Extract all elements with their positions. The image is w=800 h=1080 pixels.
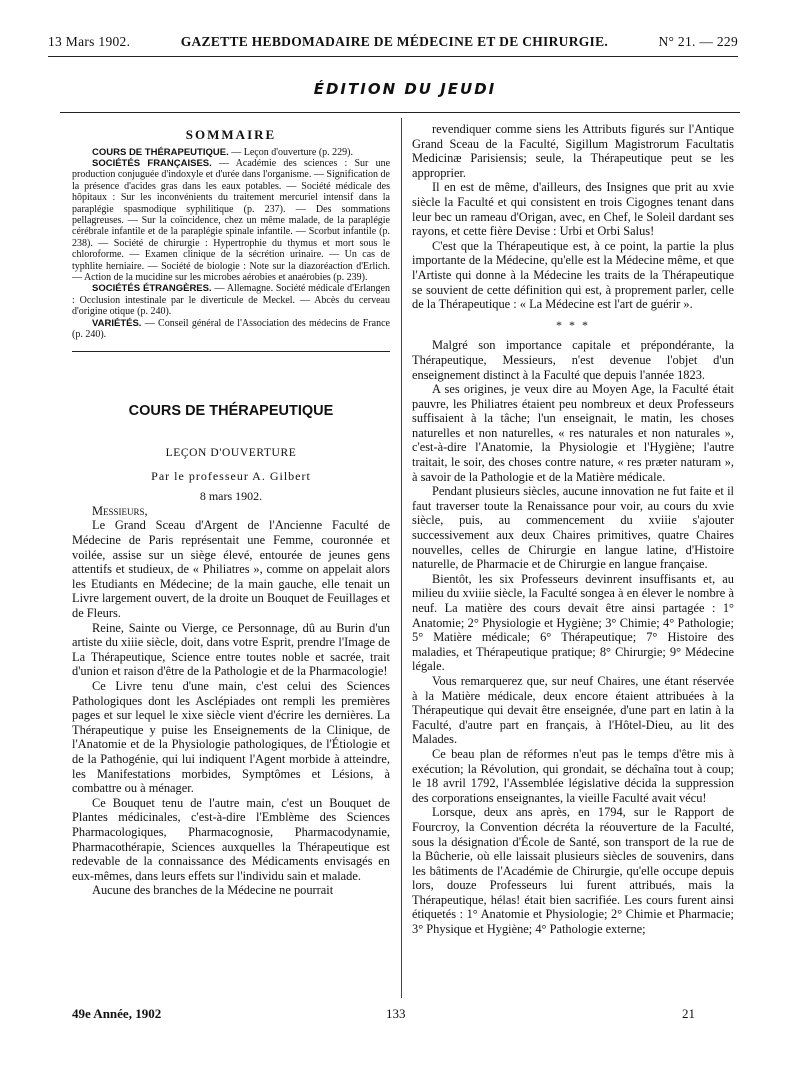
sommaire [72,128,390,341]
sommaire-entry-text: — Leçon d'ouverture (p. 229). [228,146,353,158]
sommaire-entry [72,283,390,317]
sommaire-entries [72,147,390,341]
sommaire-entry [72,158,390,283]
body-paragraph: Le Grand Sceau d'Argent de l'Ancienne Faculté de Médecine de Paris représentait une Femme, couronnée et voilée, assise sur un siège élevé, entourée de jeunes gens attentifs et studieux, de « Philiatres », comme on appelait alors les Etudiants en Médecine; de la main gauche, elle tenait un Livre largement ouvert, de la droite un Bouquet de Feuillages et de Fleurs. [72,518,390,621]
right-column [412,122,734,937]
body-paragraph: Ce Livre tenu d'une main, c'est celui des Sciences Pathologiques dont les Asclépiades ont rempli les premières pages et sur lequel le xixe siècle vient d'écrire les dernières. La Thérapeutique y puise les Enseignements de la Clinique, de l'Anatomie et de la Physiologie pathologiques, de l'Étiologie et de la Pathogénie, qui lui indiquent l'Agent morbide à atteindre, les Manifestations morbides, Symptômes et Lésions, à combattre ou à ménager. [72,679,390,796]
issue-date: 13 Mars 1902. [48,34,131,49]
body-paragraph: C'est que la Thérapeutique est, à ce point, la partie la plus importante de la Médecine, qu'elle est la Médecine même, et que l'Artiste qui donne à la Médecine les traits de la Thérapeutique se souvient de cette définition qui est, à proprement parler, celle de la Thérapeutique : « La Médecine est l'art de guérir ». [412,238,734,312]
edition-rule [60,112,740,113]
body-paragraph: Ce Bouquet tenu de l'autre main, c'est un Bouquet de Plantes médicinales, c'est-à-dire l'Emblème des Sciences Pharmacologiques, Pharmacognosie, Pharmacodynamie, Pharmacothérapie, Sciences auxquelles la Thérapeutique est redevable de la connaissance des Médicaments envisagés en eux-mêmes, dans leurs effets sur l'individu sain et malade. [72,795,390,883]
article-title: COURS DE THÉRAPEUTIQUE [128,402,334,419]
body-paragraph: Malgré son importance capitale et prépondérante, la Thérapeutique, Messieurs, n'est devenue l'objet d'un enseignement distinct à la Faculté que depuis l'année 1823. [412,338,734,382]
body-paragraph: Ce beau plan de réformes n'eut pas le temps d'être mis à exécution; la Révolution, qui grondait, se déchaîna tout à coup; le 18 avril 1792, l'Assemblée législative décida la suppression des corporations enseignantes, la vieille Faculté avait vécu! [412,746,734,805]
page-number: 133 [386,1006,406,1021]
article-date: 8 mars 1902. [199,489,263,504]
sommaire-entry [72,318,390,341]
body-paragraph: Vous remarquerez que, sur neuf Chaires, une étant réservée à la Matière médicale, deux encore étaient attribuées à la Thérapeutique qui devait être enseignée, d'une part en latin à la Faculté, d'autre part en français, à l'Hôtel-Dieu, au lit des Malades. [412,673,734,747]
article-subtitle: LEÇON D'OUVERTURE [165,447,297,460]
volume-year: 49e Année, 1902 [72,1006,162,1021]
salutation: Messieurs, [92,503,148,518]
right-body-a [412,122,734,312]
body-paragraph: revendiquer comme siens les Attributs figurés sur l'Antique Grand Sceau de la Faculté, Sigillum Magistrorum Facultatis Medicinæ Parisiensis; seule, la Thérapeutique peut se les approprier. [412,122,734,180]
column-divider [401,118,402,998]
sommaire-entry-label: COURS DE THÉRAPEUTIQUE. [92,146,229,158]
body-paragraph: Aucune des branches de la Médecine ne pourrait [92,883,334,898]
body-paragraph: Reine, Sainte ou Vierge, ce Personnage, dû au Burin d'un artiste du xiiie siècle, doit, dans votre Esprit, prendre l'Image de La Thérapeutique, Science entre toutes noble et sacrée, trait d'union et raison d'être de la Pathologie et de la Pharmacologie! [72,620,390,679]
section-separator: * * * [556,317,590,332]
sommaire-entry-label: SOCIÉTÉS ÉTRANGÈRES. [92,283,212,295]
left-column [72,128,390,898]
body-paragraph: Lorsque, deux ans après, en 1794, sur le Rapport de Fourcroy, la Convention décréta la réouverture de la Faculté, sous la désignation d'École de Santé, son transport de la rue de la Bûcherie, où elle laissait plusieurs siècles de souvenirs, dans les bâtiments de l'Académie de Chirurgie, qu'elle occupe depuis lors, douze Professeurs lui furent attribués, mais la Thérapeutique, hélas! était bien sacrifiée. Les cours furent ainsi étiquetés : 1° Anatomie et Physiologie; 2° Chimie et Pharmacie; 3° Physique et Hygiène; 4° Pathologie externe; [412,805,734,937]
sommaire-entry-label: SOCIÉTÉS FRANÇAISES. [92,158,212,169]
body-paragraph: Bientôt, les six Professeurs devinrent insuffisants et, au milieu du xviiie siècle, la Faculté songea à en élever le nombre à neuf. La matière des cours devait être ainsi partagée : 1° Anatomie; 2° Physiologie et Hygiène; 3° Chimie; 4° Pathologie; 5° Matière médicale; 6° Thérapeutique; 7° Histoire des maladies, et Thérapeutique pratique; 8° Chirurgie; 9° Médecine légale. [412,571,734,674]
issue-number-footer: 21 [682,1006,695,1021]
left-body [72,518,390,897]
body-paragraph: A ses origines, je veux dire au Moyen Age, la Faculté était pauvre, les Philiatres étaient peu nombreux et deux Professeurs suffisaient à la tâche; l'un enseignait, le matin, les choses naturelles et non naturelles, « res naturales et non naturales », c'est-à-dire l'Anatomie, la Physiologie et l'Hygiène; l'autre traitait, le soir, des choses contre nature, « res præter naturam », à savoir de la Pathologie et de la Matière médicale. [412,382,734,484]
right-body-b [412,338,734,936]
sommaire-title: SOMMAIRE [185,127,277,142]
sommaire-entry [72,147,390,158]
article-author: Par le professeur A. Gilbert [151,468,311,483]
body-paragraph: Il en est de même, d'ailleurs, des Insignes que prit au xvie siècle la Faculté et qui consistent en trois Cigognes tenant dans leur bec un rameau d'Origan, avec, en Chef, le Soleil dardant ses rayons, et cette fière Devise : Urbi et Orbi Salus! [412,180,734,239]
sommaire-rule [72,351,390,352]
journal-title: GAZETTE HEBDOMADAIRE DE MÉDECINE ET DE CHIRURGIE. [180,34,609,49]
issue-number: N° 21. — 229 [658,34,738,49]
edition-banner: ÉDITION DU JEUDI [313,80,497,98]
header-rule [48,56,738,57]
sommaire-entry-label: VARIÉTÉS. [92,317,142,329]
sommaire-entry-text: — Conseil général de l'Association des médecins de France (p. 240). [72,317,390,341]
sommaire-entry-text: — Allemagne. Société médicale d'Erlangen : Occlusion intestinale par le diverticule de Meckel. — Abcès du cerveau d'origine otique (p. 240). [72,283,390,318]
sommaire-entry-text: — Académie des sciences : Sur une production conjuguée d'indoxyle et d'urée dans l'organisme. — Signification de la présence d'acides gras dans les eaux potables. — Société médicale des hôpitaux : Sur les inconvénients du traitement mercuriel intensif dans la paraplégie spasmodique syphilitique (p. 237). — Des sommations pellagreuses. — Sur la coïncidence, chez un même malade, de la paraplégie cérébrale infantile et de la paraplégie spinale infantile. — Scorbut infantile (p. 238). — Société de chirurgie : Hypertrophie du thymus et mort sous le chloroforme. — Examen clinique de la sécrétion urinaire. — Un cas de typhlite herniaire. — Société de biologie : Note sur la diazoréaction d'Erlich. — Action de la mucidine sur les microbes aérobies et anaérobies (p. 239). [72,158,391,284]
running-header [48,34,738,50]
body-paragraph: Pendant plusieurs siècles, aucune innovation ne fut faite et il faut traverser toute la Renaissance pour voir, au cours du xvie siècle, puis, au commencement du xviiie s'ajouter successivement aux deux Chaires primitives, quatre Chaires nouvelles, celles de Chirurgie en langue latine, d'Histoire naturelle, de Pharmacie et de Chirurgie en langue française. [412,484,734,572]
